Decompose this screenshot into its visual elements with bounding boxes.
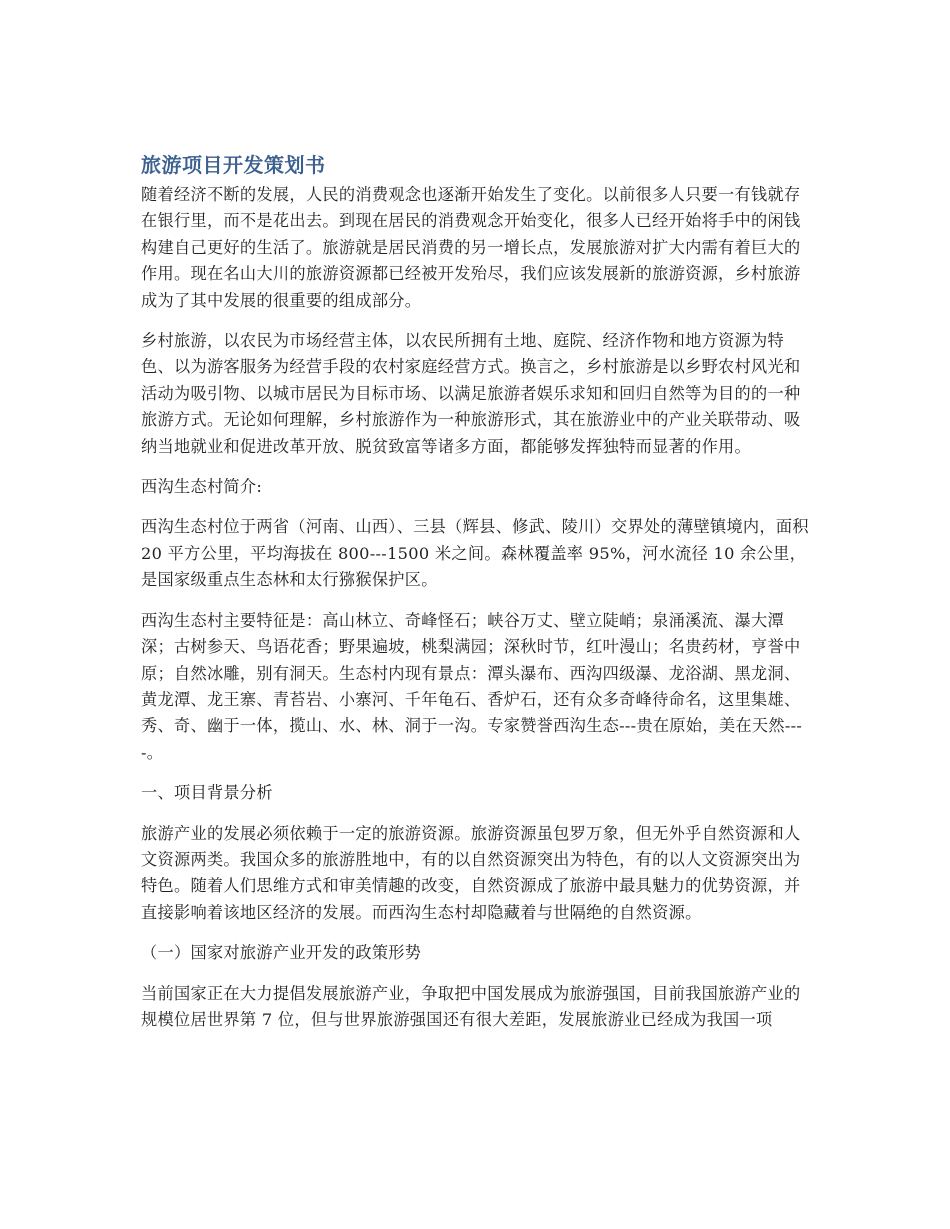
paragraph-intro: 随着经济不断的发展，人民的消费观念也逐渐开始发生了变化。以前很多人只要一有钱就存在银行里，而不是花出去。到现在居民的消费观念开始变化，很多人已经开始将手中的闲钱构建自己更好的生活了。旅游就是居民消费的另一增长点，发展旅游对扩大内需有着巨大的作用。现在名山大川的旅游资源都已经被开发殆尽，我们应该发展新的旅游资源，乡村旅游成为了其中发展的很重要的组成部分。	[141, 185, 801, 310]
paragraph-policy: 当前国家正在大力提倡发展旅游产业，争取把中国发展成为旅游强国，目前我国旅游产业的规模位居世界第 7 位，但与世界旅游强国还有很大差距，发展旅游业已经成为我国一项	[141, 983, 801, 1029]
paragraph-rural-tourism: 乡村旅游，以农民为市场经营主体，以农民所拥有土地、庭院、经济作物和地方资源为特色、以为游客服务为经营手段的农村家庭经营方式。换言之，乡村旅游是以乡野农村风光和活动为吸引物、以城市居民为目标市场、以满足旅游者娱乐求知和回归自然等为目的的一种旅游方式。无论如何理解，乡村旅游作为一种旅游形式，其在旅游业中的产业关联带动、吸纳当地就业和促进改革开放、脱贫致富等诸多方面，都能够发挥独特而显著的作用。	[141, 331, 801, 456]
paragraph-village-location: 西沟生态村位于两省（河南、山西）、三县（辉县、修武、陵川）交界处的薄壁镇境内，面积 20 平方公里，平均海拔在 800---1500 米之间。森林覆盖率 95%，河水流径 10 余公里，是国家级重点生态林和太行猕猴保护区。	[141, 517, 809, 590]
paragraph-background: 旅游产业的发展必须依赖于一定的旅游资源。旅游资源虽包罗万象，但无外乎自然资源和人文资源两类。我国众多的旅游胜地中，有的以自然资源突出为特色，有的以人文资源突出为特色。随着人们思维方式和审美情趣的改变，自然资源成了旅游中最具魅力的优势资源，并直接影响着该地区经济的发展。而西沟生态村却隐藏着与世隔绝的自然资源。	[141, 823, 801, 922]
section-heading-village-intro: 西沟生态村简介:	[141, 477, 263, 497]
section-heading-policy: （一）国家对旅游产业开发的政策形势	[141, 943, 422, 963]
document-page	[141, 148, 811, 1047]
page-title: 旅游项目开发策划书	[141, 153, 326, 177]
section-heading-background: 一、项目背景分析	[141, 783, 273, 803]
paragraph-village-features: 西沟生态村主要特征是：高山林立、奇峰怪石；峡谷万丈、壁立陡峭；泉涌溪流、瀑大潭深；古树参天、鸟语花香；野果遍坡，桃梨满园；深秋时节，红叶漫山；名贵药材，亨誉中原；自然冰雕，别有洞天。生态村内现有景点：潭头瀑布、西沟四级瀑、龙浴湖、黑龙洞、黄龙潭、龙王寨、青苔岩、小寨河、千年龟石、香炉石，还有众多奇峰待命名，这里集雄、秀、奇、幽于一体，揽山、水、林、洞于一沟。专家赞誉西沟生态---贵在原始，美在天然----。	[141, 610, 803, 762]
